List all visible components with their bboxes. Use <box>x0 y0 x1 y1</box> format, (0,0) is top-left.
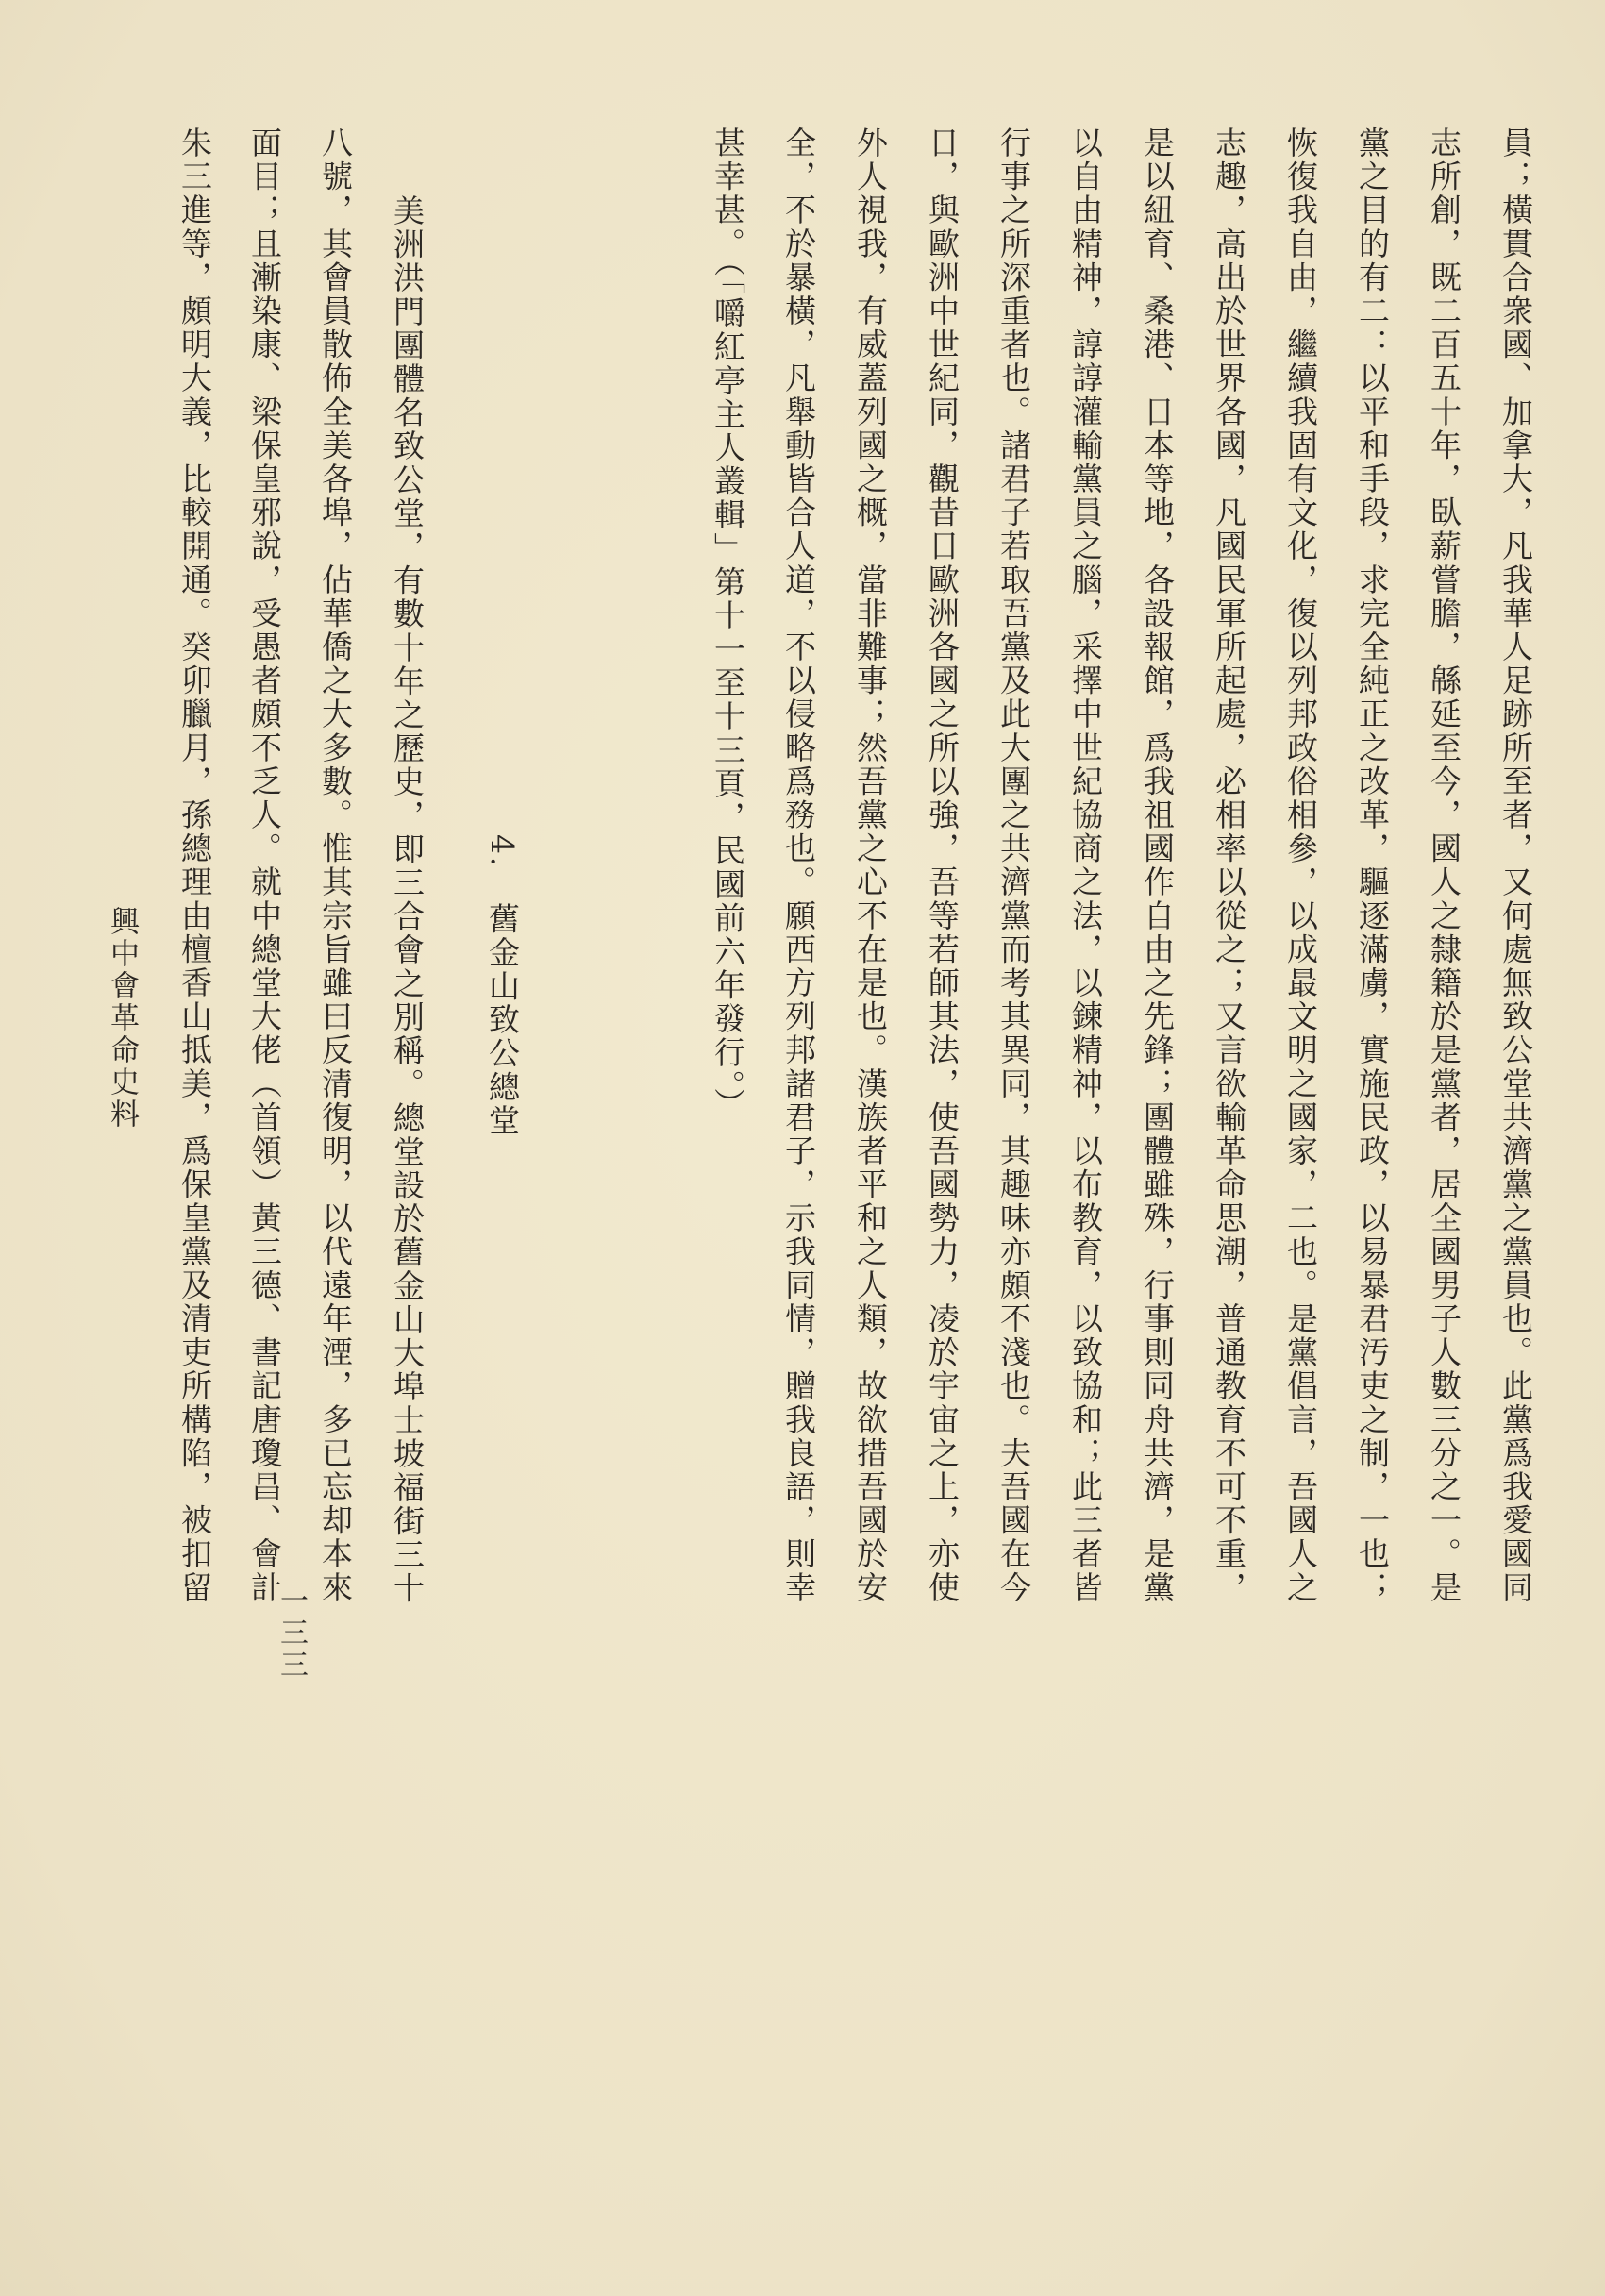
text-column: 日，與歐洲中世紀同，觀昔日歐洲各國之所以強，吾等若師其法，使吾國勢力，凌於宇宙之上，亦使 <box>924 126 961 1605</box>
text-column: 朱三進等，頗明大義，比較開通。癸卯臘月，孫總理由檀香山抵美，爲保皇黨及清吏所構陷，被扣留 <box>176 126 213 1605</box>
text-column: 行事之所深重者也。諸君子若取吾黨及此大團之共濟黨而考其異同，其趣味亦頗不淺也。夫吾國在今 <box>995 126 1032 1605</box>
book-title: 興中會革命史料 <box>105 906 139 1131</box>
text-column: 恢復我自由，繼續我固有文化，復以列邦政俗相參，以成最文明之國家，二也。是黨倡言，吾國人之 <box>1282 126 1319 1605</box>
text-column: 志趣，高出於世界各國，凡國民軍所起處，必相率以從之；又言欲輸革命思潮，普通教育不可不重， <box>1211 126 1247 1605</box>
text-column: 全，不於暴橫，凡舉動皆合人道，不以侵略爲務也。願西方列邦諸君子，示我同情，贈我良語，則幸 <box>780 126 817 1605</box>
text-column: 員；橫貫合衆國、加拿大，凡我華人足跡所至者，又何處無致公堂共濟黨之黨員也。此黨爲我愛國同 <box>1497 126 1534 1605</box>
section-heading: 4. 舊金山致公總堂 <box>484 834 521 1138</box>
text-column: 外人視我，有威蓋列國之概，當非難事；然吾黨之心不在是也。漢族者平和之人類，故欲措吾國於安 <box>852 126 889 1605</box>
text-column: 甚幸甚。（「嚼紅亭主人叢輯」第十一至十三頁，民國前六年發行。） <box>710 126 746 1122</box>
page-number: 一三三 <box>275 1585 308 1682</box>
text-column: 黨之目的有二：以平和手段，求完全純正之改革，驅逐滿虜，實施民政，以易暴君汚吏之制，一也； <box>1354 126 1391 1605</box>
text-column: 志所創，既二百五十年，臥薪嘗膽，緜延至今，國人之隸籍於是黨者，居全國男子人數三分之一。是 <box>1426 126 1463 1605</box>
text-column: 面目；且漸染康、梁保皇邪說，受愚者頗不乏人。就中總堂大佬（首領）黃三德、書記唐瓊昌、會計 <box>246 126 283 1605</box>
text-column: 以自由精神，諄諄灌輸黨員之腦，采擇中世紀協商之法，以鍊精神，以布教育，以致協和；此三者皆 <box>1067 126 1104 1605</box>
text-column: 是以紐育、桑港、日本等地，各設報館，爲我祖國作自由之先鋒；團體雖殊，行事則同舟共濟，是黨 <box>1139 126 1176 1605</box>
text-column: 八號，其會員散佈全美各埠，佔華僑之大多數。惟其宗旨雖曰反清復明，以代遠年湮，多已忘却本來 <box>317 126 354 1605</box>
text-column: 美洲洪門團體名致公堂，有數十年之歷史，即三合會之別稱。總堂設於舊金山大埠士坡福街三十 <box>389 194 426 1606</box>
